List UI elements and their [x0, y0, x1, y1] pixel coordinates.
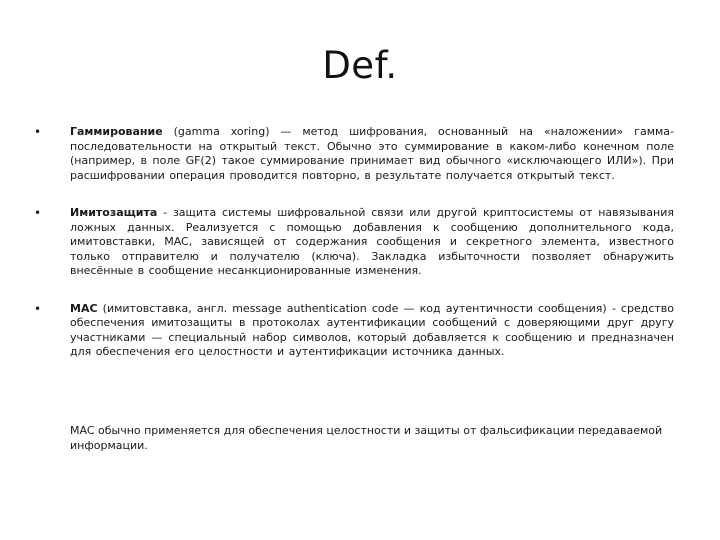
- term-mac: MAC: [70, 301, 98, 315]
- slide-title: Def.: [322, 44, 398, 87]
- bullet-icon: •: [34, 301, 42, 316]
- bullet-text: [70, 206, 674, 279]
- term-gamma: Гаммирование: [70, 125, 163, 138]
- definition-gamma: (gamma xoring) — метод шифрования, основанный на «наложении» гамма-последовательности на открытый текст. Обычно это суммирование в каком-либо конечном поле (например, в поле GF(2) такое суммирование принимает вид обычного «исключающего ИЛИ»). При расшифровании операция проводится повторно, в результате получается открытый текст.: [70, 125, 674, 182]
- bullet-icon: •: [34, 125, 42, 139]
- bullet-text: [70, 125, 674, 183]
- footnote-paragraph: MAC обычно применяется для обеспечения целостности и защиты от фальсификации передаваемой информации.: [70, 424, 663, 452]
- bullet-icon: •: [34, 206, 42, 220]
- bullet-item-imitation-protection: [34, 206, 674, 279]
- bullet-list: [34, 125, 674, 383]
- definition-mac: (имитовставка, англ. message authentication code — код аутентичности сообщения) - средство обеспечения имитозащиты в протоколах аутентификации сообщений с доверяющими друг другу участниками — специальный набор символов, который добавляется к сообщению и предназначен для обеспечения его целостности и аутентификации источника данных.: [70, 301, 674, 358]
- bullet-item-mac: [34, 302, 674, 360]
- definition-imitation-protection: - защита системы шифровальной связи или другой криптосистемы от навязывания ложных данных. Реализуется с помощью добавления к сообщению дополнительного кода, имитовставки, MAC, зависящей от содержания сообщения и секретного элемента, известного только отправителю и получателю (ключа). Закладка избыточности позволяет обнаружить внесённые в сообщение несанкционированные изменения.: [70, 206, 674, 277]
- term-imitation-protection: Имитозащита: [70, 206, 158, 219]
- bullet-text: [70, 302, 674, 360]
- bullet-item-gamma: [34, 125, 674, 183]
